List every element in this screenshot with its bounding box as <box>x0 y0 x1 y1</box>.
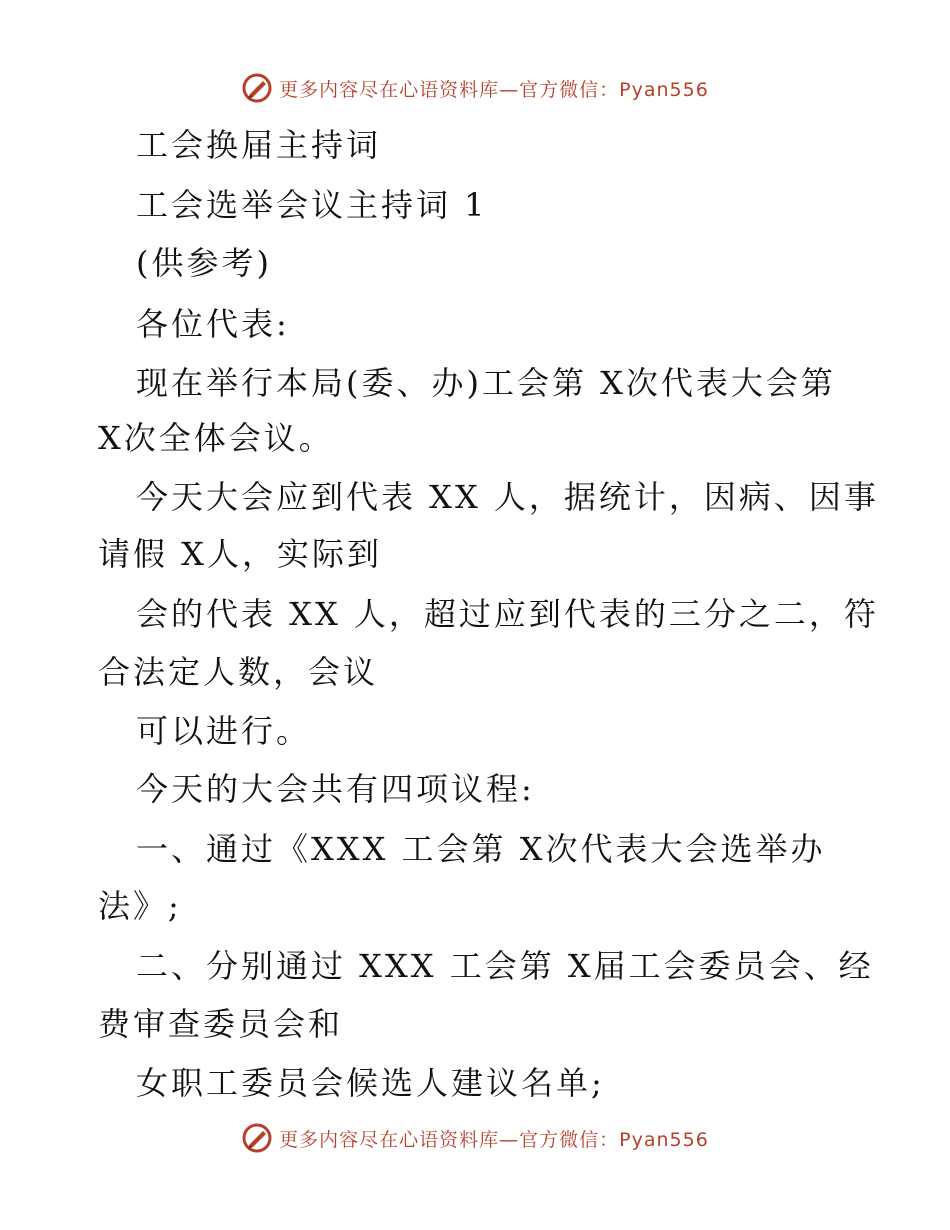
paragraph-line: 请假 X人，实际到 <box>98 535 382 573</box>
pen-logo-icon <box>241 72 273 104</box>
document-title: 工会换届主持词 <box>136 126 382 164</box>
footer-banner-text: 更多内容尽在心语资料库—官方微信：Pyan556 <box>279 1128 709 1151</box>
paragraph-line: X次全体会议。 <box>98 419 334 457</box>
paragraph-line: 会的代表 XX 人，超过应到代表的三分之二，符 <box>136 595 879 633</box>
paragraph-line: 今天的大会共有四项议程: <box>136 770 535 808</box>
header-banner <box>0 72 950 104</box>
agenda-item: 二、分别通过 XXX 工会第 X届工会委员会、经 <box>136 947 874 985</box>
header-banner-text: 更多内容尽在心语资料库—官方微信：Pyan556 <box>279 78 709 101</box>
document-note: (供参考) <box>136 244 272 282</box>
paragraph-line: 合法定人数，会议 <box>98 653 379 691</box>
agenda-item: 费审查委员会和 <box>98 1005 344 1043</box>
paragraph-line: 今天大会应到代表 XX 人，据统计，因病、因事 <box>136 478 879 516</box>
pen-logo-icon <box>241 1122 273 1154</box>
paragraph-line: 现在举行本局(委、办)工会第 X次代表大会第 <box>136 364 836 402</box>
document-subtitle: 工会选举会议主持词 1 <box>136 186 488 224</box>
footer-banner <box>0 1122 950 1154</box>
agenda-item: 女职工委员会候选人建议名单; <box>136 1064 605 1102</box>
paragraph-line: 可以进行。 <box>136 712 312 750</box>
agenda-item: 一、通过《XXX 工会第 X次代表大会选举办 <box>136 830 826 868</box>
agenda-item: 法》; <box>98 887 182 925</box>
salutation: 各位代表: <box>136 305 290 343</box>
